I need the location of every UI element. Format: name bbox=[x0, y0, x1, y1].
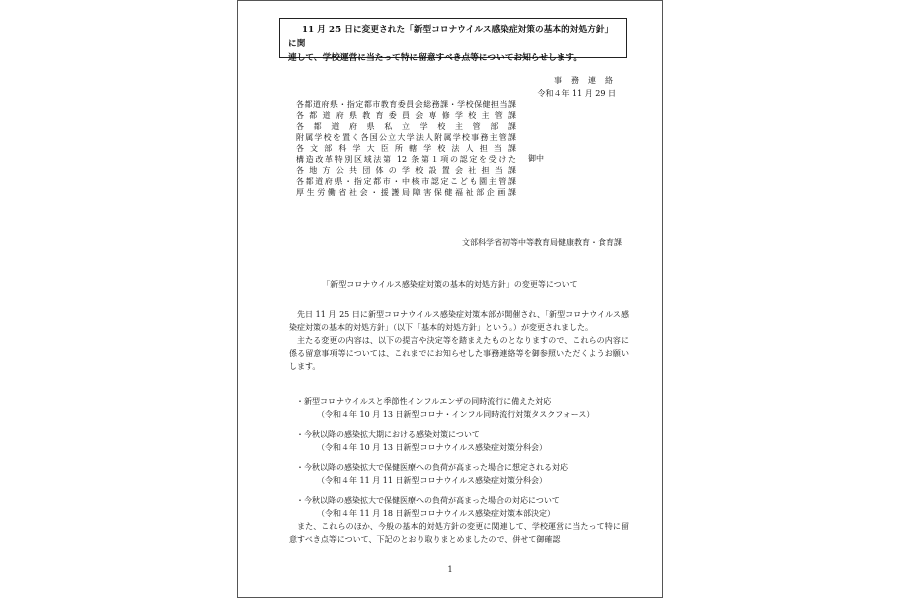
closing-paragraph: また、これらのほか、今般の基本的対処方針の変更に関連して、学校運営に当たって特に留意すべき点等について、下記のとおり取りまとめましたので、併せて御確認 bbox=[289, 522, 629, 544]
bullet-item bbox=[296, 428, 636, 454]
bullet-item bbox=[296, 461, 636, 487]
bullet-source: （令和４年 11 月 11 日新型コロナウイルス感染症対策分科会） bbox=[317, 476, 548, 485]
bullet-text: ・今秋以降の感染拡大で保健医療への負荷が高まった場合の対応について bbox=[296, 496, 560, 505]
addressee-item: 各都道府県教育委員会専修学校主管課 bbox=[296, 111, 516, 120]
sender-department: 文部科学省初等中等教育局健康教育・食育課 bbox=[462, 238, 622, 247]
bullet-item bbox=[296, 494, 636, 520]
bullet-text: ・今秋以降の感染拡大で保健医療への負荷が高まった場合に想定される対応 bbox=[296, 463, 568, 472]
document-type: 事務連絡 bbox=[554, 76, 622, 85]
bullet-item bbox=[296, 395, 636, 421]
addressee-item: 厚生労働省社会・援護局障害保健福祉部企画課 bbox=[296, 188, 516, 197]
honorific-onchu: 御中 bbox=[528, 154, 544, 163]
closing-text bbox=[289, 520, 629, 546]
body-paragraph-1: 先日 11 月 25 日に新型コロナウイルス感染症対策本部が開催され、「新型コロナウイルス感染症対策の基本的対処方針」（以下「基本的対処方針」という。）が変更されました。 bbox=[289, 310, 629, 332]
addressee-item: 構造改革特別区域法第 12 条第１項の認定を受けた bbox=[296, 155, 516, 164]
notice-line-2: 連して、学校運営に当たって特に留意すべき点等についてお知らせします。 bbox=[288, 53, 583, 63]
addressee-item: 各都道府県・指定都市・中核市認定こども園主管課 bbox=[296, 177, 516, 186]
addressee-list bbox=[296, 99, 516, 198]
bullet-text: ・新型コロナウイルスと季節性インフルエンザの同時流行に備えた対応 bbox=[296, 397, 552, 406]
addressee-item: 各文部科学大臣所轄学校法人担当課 bbox=[296, 144, 516, 153]
addressee-item: 各都道府県私立学校主管部課 bbox=[296, 122, 516, 131]
addressee-item: 各都道府県・指定都市教育委員会総務課・学校保健担当課 bbox=[296, 100, 516, 109]
body-text bbox=[289, 308, 629, 373]
page-number: 1 bbox=[447, 565, 453, 574]
document-title: 「新型コロナウイルス感染症対策の基本的対処方針」の変更等について bbox=[322, 280, 578, 289]
body-paragraph-2: 主たる変更の内容は、以下の提言や決定等を踏まえたものとなりますので、これらの内容に係る留意事項等については、これまでにお知らせした事務連絡等を御参照いただくようお願いします。 bbox=[289, 336, 629, 371]
notice-box bbox=[279, 18, 627, 63]
bullet-source: （令和４年 11 月 18 日新型コロナウイルス感染症対策本部決定） bbox=[317, 509, 556, 518]
addressee-item: 各地方公共団体の学校設置会社担当課 bbox=[296, 166, 516, 175]
bullet-source: （令和４年 10 月 13 日新型コロナ・インフル同時流行対策タスクフォース） bbox=[317, 410, 595, 419]
document-page bbox=[237, 0, 663, 598]
document-date: 令和４年 11 月 29 日 bbox=[537, 89, 616, 98]
addressee-item: 附属学校を置く各国公立大学法人附属学校事務主管課 bbox=[296, 133, 516, 142]
bullet-text: ・今秋以降の感染拡大期における感染対策について bbox=[296, 430, 480, 439]
notice-line-1: 11 月 25 日に変更された「新型コロナウイルス感染症対策の基本的対処方針」に関 bbox=[288, 25, 614, 49]
reference-block bbox=[537, 74, 622, 100]
bullet-list bbox=[296, 395, 636, 527]
bullet-source: （令和４年 10 月 13 日新型コロナウイルス感染症対策分科会） bbox=[317, 443, 548, 452]
